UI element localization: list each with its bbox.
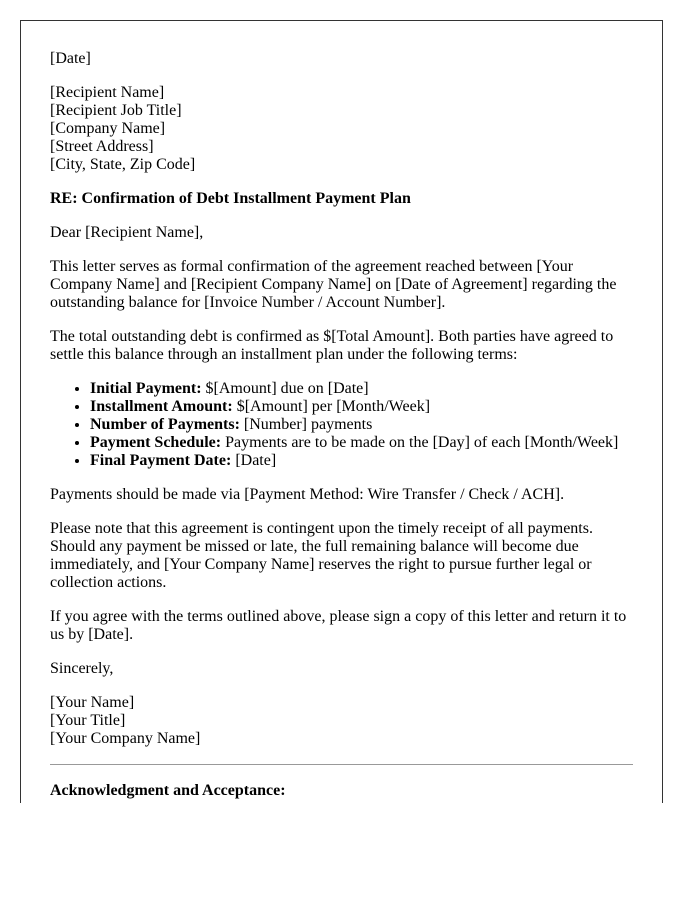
recipient-name: [Recipient Name] bbox=[50, 84, 165, 101]
recipient-city: [City, State, Zip Code] bbox=[50, 156, 196, 173]
sender-title: [Your Title] bbox=[50, 712, 126, 729]
sender-block bbox=[50, 694, 633, 748]
closing: Sincerely, bbox=[50, 660, 114, 677]
term-value: Payments are to be made on the [Day] of each [Month/Week] bbox=[221, 434, 619, 451]
divider bbox=[50, 764, 633, 765]
term-item bbox=[90, 416, 633, 434]
paragraph-agreement: This letter serves as formal confirmation of the agreement reached between [Your Company Name] and [Recipient Company Name] on [Date of Agreement] regarding the outstanding balance for [Invoice Number / Account Number]. bbox=[50, 258, 617, 311]
recipient-street: [Street Address] bbox=[50, 138, 154, 155]
term-label: Final Payment Date: bbox=[90, 452, 232, 469]
terms-list bbox=[50, 380, 633, 470]
term-label: Number of Payments: bbox=[90, 416, 240, 433]
term-label: Payment Schedule: bbox=[90, 434, 222, 451]
sender-name: [Your Name] bbox=[50, 694, 135, 711]
term-item bbox=[90, 434, 633, 452]
letter-page bbox=[20, 20, 663, 803]
term-label: Installment Amount: bbox=[90, 398, 233, 415]
term-item bbox=[90, 452, 633, 470]
subject-line: RE: Confirmation of Debt Installment Payment Plan bbox=[50, 190, 411, 207]
recipient-block bbox=[50, 84, 633, 174]
paragraph-contingency: Please note that this agreement is contingent upon the timely receipt of all payments. Should any payment be missed or late, the full remaining balance will become due immediately, and [Your Company Name] reserves the right to pursue further legal or collection actions. bbox=[50, 520, 593, 591]
term-value: [Date] bbox=[231, 452, 277, 469]
paragraph-payment-method: Payments should be made via [Payment Method: Wire Transfer / Check / ACH]. bbox=[50, 486, 565, 503]
sender-company: [Your Company Name] bbox=[50, 730, 201, 747]
acknowledgment-heading: Acknowledgment and Acceptance: bbox=[50, 782, 286, 799]
term-label: Initial Payment: bbox=[90, 380, 202, 397]
term-value: $[Amount] per [Month/Week] bbox=[232, 398, 431, 415]
letter-date: [Date] bbox=[50, 50, 91, 67]
term-item bbox=[90, 398, 633, 416]
paragraph-debt: The total outstanding debt is confirmed as $[Total Amount]. Both parties have agreed to settle this balance through an installment plan under the following terms: bbox=[50, 328, 614, 363]
term-value: [Number] payments bbox=[239, 416, 373, 433]
term-value: $[Amount] due on [Date] bbox=[201, 380, 369, 397]
salutation: Dear [Recipient Name], bbox=[50, 224, 204, 241]
term-item bbox=[90, 380, 633, 398]
recipient-job-title: [Recipient Job Title] bbox=[50, 102, 182, 119]
paragraph-sign-return: If you agree with the terms outlined above, please sign a copy of this letter and return it to us by [Date]. bbox=[50, 608, 627, 643]
recipient-company: [Company Name] bbox=[50, 120, 166, 137]
